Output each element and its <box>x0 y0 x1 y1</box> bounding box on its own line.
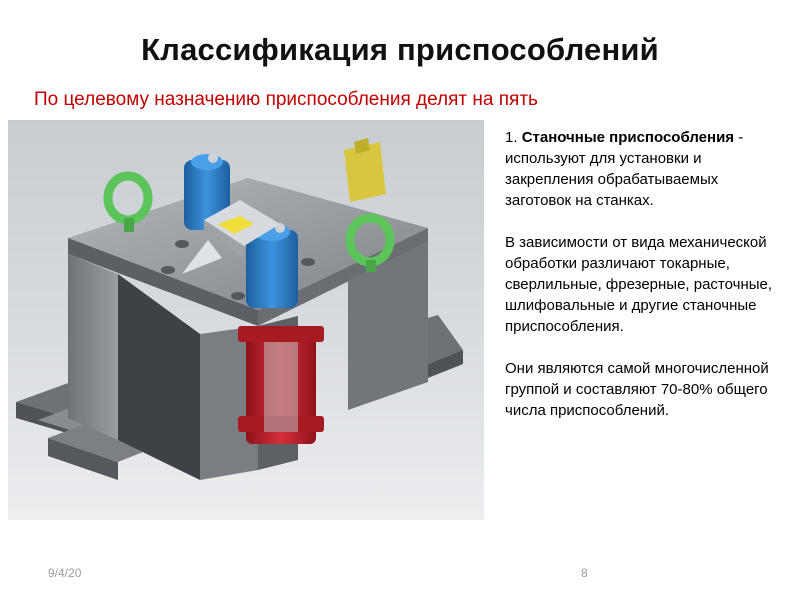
hydraulic-cylinder <box>238 326 324 444</box>
item-title: Станочные приспособления <box>521 129 735 146</box>
description-text <box>505 127 775 442</box>
item-number: 1. <box>505 129 522 146</box>
item-description: - используют для установки и закрепления обрабатываемых заготовок на станках. <box>505 129 744 209</box>
machining-types-paragraph: В зависимости от вида механической обработки различают токарные, сверлильные, фрезерные, расточные, шлифовальные и другие станочные приспособления. <box>505 234 773 335</box>
share-paragraph: Они являются самой многочисленной группой и составляют 70-80% общего числа приспособлений. <box>505 360 769 419</box>
fixture-render-image <box>8 120 484 520</box>
slide-title: Классификация приспособлений <box>141 32 659 67</box>
footer-date: 9/4/20 <box>48 566 82 580</box>
slide-subtitle: По целевому назначению приспособления делят на пять <box>34 89 538 110</box>
page-number: 8 <box>581 566 588 580</box>
item-1-paragraph <box>505 127 775 211</box>
